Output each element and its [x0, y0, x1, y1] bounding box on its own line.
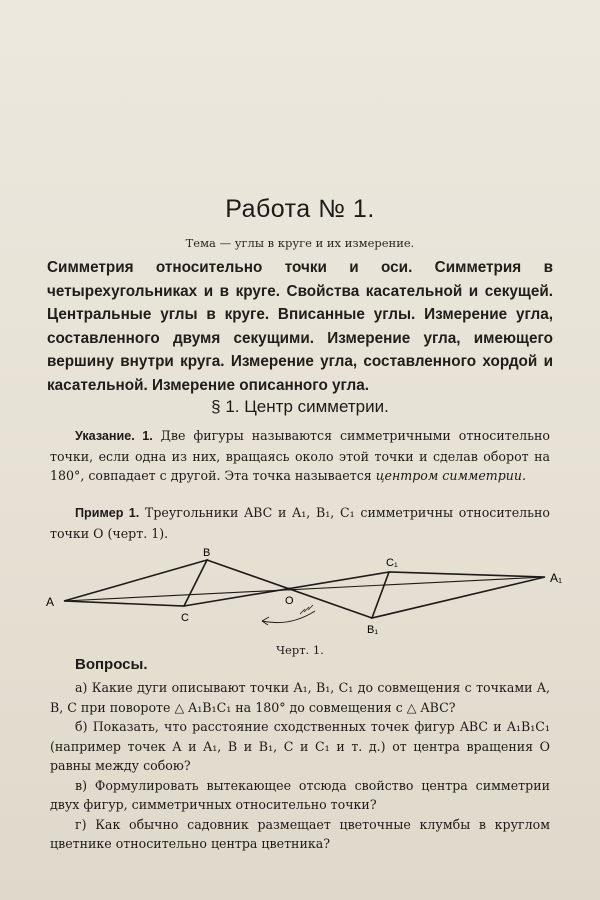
topics-paragraph: Симметрия относительно точки и оси. Симметрия в четырехугольниках и в круге. Свойства касательной и секущей. Центральные углы в круге. Вписанные углы. Измерение угла, составленного двумя секущими. Измерение угла, имеющего вершину внутри круга. Измерение угла, составленного хордой и касательной. Измерение описанного угла. — [47, 259, 553, 394]
label-b1: B₁ — [367, 624, 379, 636]
questions-list — [50, 678, 550, 854]
triangle-abc — [64, 560, 207, 606]
question-d: г) Как обычно садовник размещает цветочные клумбы в круглом цветнике относительно центра цветника? — [50, 816, 550, 851]
rotation-arrow — [262, 611, 315, 623]
label-a1: A₁ — [550, 571, 563, 585]
section-heading: § 1. Центр симметрии. — [211, 397, 389, 416]
figure-caption: Черт. 1. — [276, 643, 324, 657]
work-title: Работа № 1. — [225, 195, 375, 223]
label-c1: C₁ — [386, 557, 398, 569]
questions-heading: Вопросы. — [75, 656, 148, 673]
note-text: Две фигуры называются симметричными относительно точки, если одна из них, вращаясь около этой точки и сделав оборот на 180°, совпадает с другой. Эта точка называется — [50, 428, 550, 483]
example-label: Пример 1. — [75, 506, 140, 520]
note-term: центром симметрии. — [375, 468, 527, 483]
example-text: Треугольники ABC и A₁, B₁, C₁ симметричны относительно точки O (черт. 1). — [50, 505, 550, 541]
example-paragraph — [50, 503, 550, 543]
label-a: A — [46, 595, 55, 609]
question-c: в) Формулировать вытекающее отсюда свойство центра симметрии двух фигур, симметричных относительно точки? — [50, 777, 550, 812]
question-b: б) Показать, что расстояние сходственных точек фигур ABC и A₁B₁C₁ (например точек A и A₁, B и B₁, C и C₁ и т. д.) от центра вращения O равны между собою? — [50, 719, 550, 773]
figure-1 — [0, 545, 600, 655]
label-b: B — [203, 547, 211, 559]
triangle-a1b1c1 — [372, 572, 545, 618]
label-o: O — [285, 595, 294, 607]
note-label: Указание. 1. — [75, 429, 153, 443]
work-theme: Тема — углы в круге и их измерение. — [185, 236, 415, 250]
note-paragraph — [50, 426, 550, 486]
label-c: C — [181, 612, 189, 624]
question-a: а) Какие дуги описывают точки A₁, B₁, C₁ до совмещения с точками A, B, C при повороте △ A₁B₁C₁ на 180° до совмещения с △ ABC? — [50, 680, 550, 715]
